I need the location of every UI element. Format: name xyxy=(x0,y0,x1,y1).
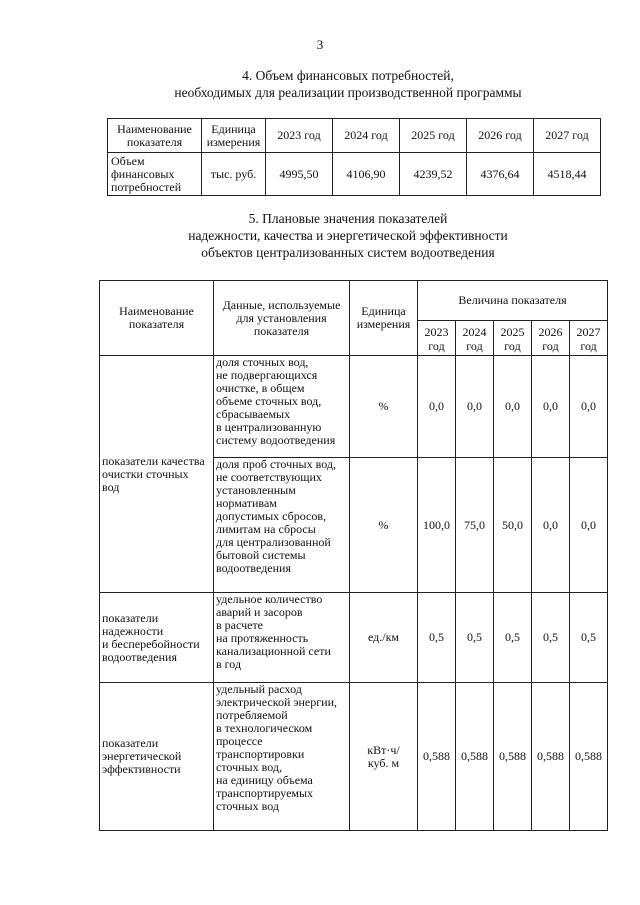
value-cell: 75,0 xyxy=(456,458,494,593)
value-cell: 0,0 xyxy=(456,356,494,458)
column-header-data: Данные, используемые для установления показателя xyxy=(214,281,350,356)
value-cell: 0,588 xyxy=(570,683,608,831)
indicators-table xyxy=(99,280,608,831)
column-header-name: Наименование показателя xyxy=(108,119,202,153)
unit-cell: % xyxy=(350,356,418,458)
indicator-data-cell: доля проб сточных вод, не соответствующих установленным нормативам допустимых сбросов, лимитам на сбросы для централизованной бытовой системы водоотведения xyxy=(214,458,350,593)
table-row xyxy=(100,356,608,458)
column-header-year: 2027 год xyxy=(570,321,608,356)
value-cell: 0,5 xyxy=(570,593,608,683)
indicator-data-cell: удельный расход электрической энергии, потребляемой в технологическом процессе транспортировки сточных вод, на единицу объема транспортируемых сточных вод xyxy=(214,683,350,831)
section-4-heading: 4. Объем финансовых потребностей, необходимых для реализации производственной программы xyxy=(174,68,522,100)
table-header-row xyxy=(100,281,608,321)
page-number: 3 xyxy=(316,37,324,52)
column-header-year: 2025 год xyxy=(400,119,467,153)
value-cell: 0,588 xyxy=(418,683,456,831)
table-row xyxy=(100,683,608,831)
value-cell: 4518,44 xyxy=(534,153,601,196)
value-cell: 100,0 xyxy=(418,458,456,593)
section-5-heading: 5. Плановые значения показателей надежности, качества и энергетической эффективности объектов централизованных систем водоотведения xyxy=(188,211,508,260)
unit-cell: % xyxy=(350,458,418,593)
row-name-cell: Объем финансовых потребностей xyxy=(108,153,202,196)
value-cell: 0,5 xyxy=(456,593,494,683)
value-cell: 4995,50 xyxy=(266,153,333,196)
row-unit-cell: тыс. руб. xyxy=(202,153,266,196)
unit-cell: ед./км xyxy=(350,593,418,683)
column-header-unit: Единица измерения xyxy=(350,281,418,356)
indicator-data-cell: удельное количество аварий и засоров в расчете на протяженность канализационной сети в год xyxy=(214,593,350,683)
column-header-value-group: Величина показателя xyxy=(418,281,608,321)
value-cell: 0,0 xyxy=(532,458,570,593)
value-cell: 0,5 xyxy=(494,593,532,683)
value-cell: 0,0 xyxy=(570,356,608,458)
column-header-year: 2023 год xyxy=(266,119,333,153)
column-header-year: 2026 год xyxy=(532,321,570,356)
value-cell: 4239,52 xyxy=(400,153,467,196)
column-header-unit: Единица измерения xyxy=(202,119,266,153)
value-cell: 0,0 xyxy=(570,458,608,593)
unit-cell: кВт·ч/ куб. м xyxy=(350,683,418,831)
column-header-name: Наименование показателя xyxy=(100,281,214,356)
column-header-year: 2025 год xyxy=(494,321,532,356)
column-header-year: 2024 год xyxy=(333,119,400,153)
financial-needs-table xyxy=(107,118,601,196)
value-cell: 4106,90 xyxy=(333,153,400,196)
table-row xyxy=(108,153,601,196)
value-cell: 0,588 xyxy=(456,683,494,831)
indicator-group-name: показатели надежности и бесперебойности водоотведения xyxy=(100,593,214,683)
column-header-year: 2024 год xyxy=(456,321,494,356)
column-header-year: 2023 год xyxy=(418,321,456,356)
value-cell: 4376,64 xyxy=(467,153,534,196)
value-cell: 0,5 xyxy=(532,593,570,683)
value-cell: 50,0 xyxy=(494,458,532,593)
value-cell: 0,5 xyxy=(418,593,456,683)
value-cell: 0,0 xyxy=(418,356,456,458)
column-header-year: 2027 год xyxy=(534,119,601,153)
indicator-group-name: показатели качества очистки сточных вод xyxy=(100,356,214,593)
value-cell: 0,0 xyxy=(532,356,570,458)
table-header-row xyxy=(108,119,601,153)
indicator-group-name: показатели энергетической эффективности xyxy=(100,683,214,831)
indicator-data-cell: доля сточных вод, не подвергающихся очистке, в общем объеме сточных вод, сбрасываемых в централизованную систему водоотведения xyxy=(214,356,350,458)
value-cell: 0,588 xyxy=(532,683,570,831)
table-row xyxy=(100,593,608,683)
column-header-year: 2026 год xyxy=(467,119,534,153)
value-cell: 0,588 xyxy=(494,683,532,831)
value-cell: 0,0 xyxy=(494,356,532,458)
